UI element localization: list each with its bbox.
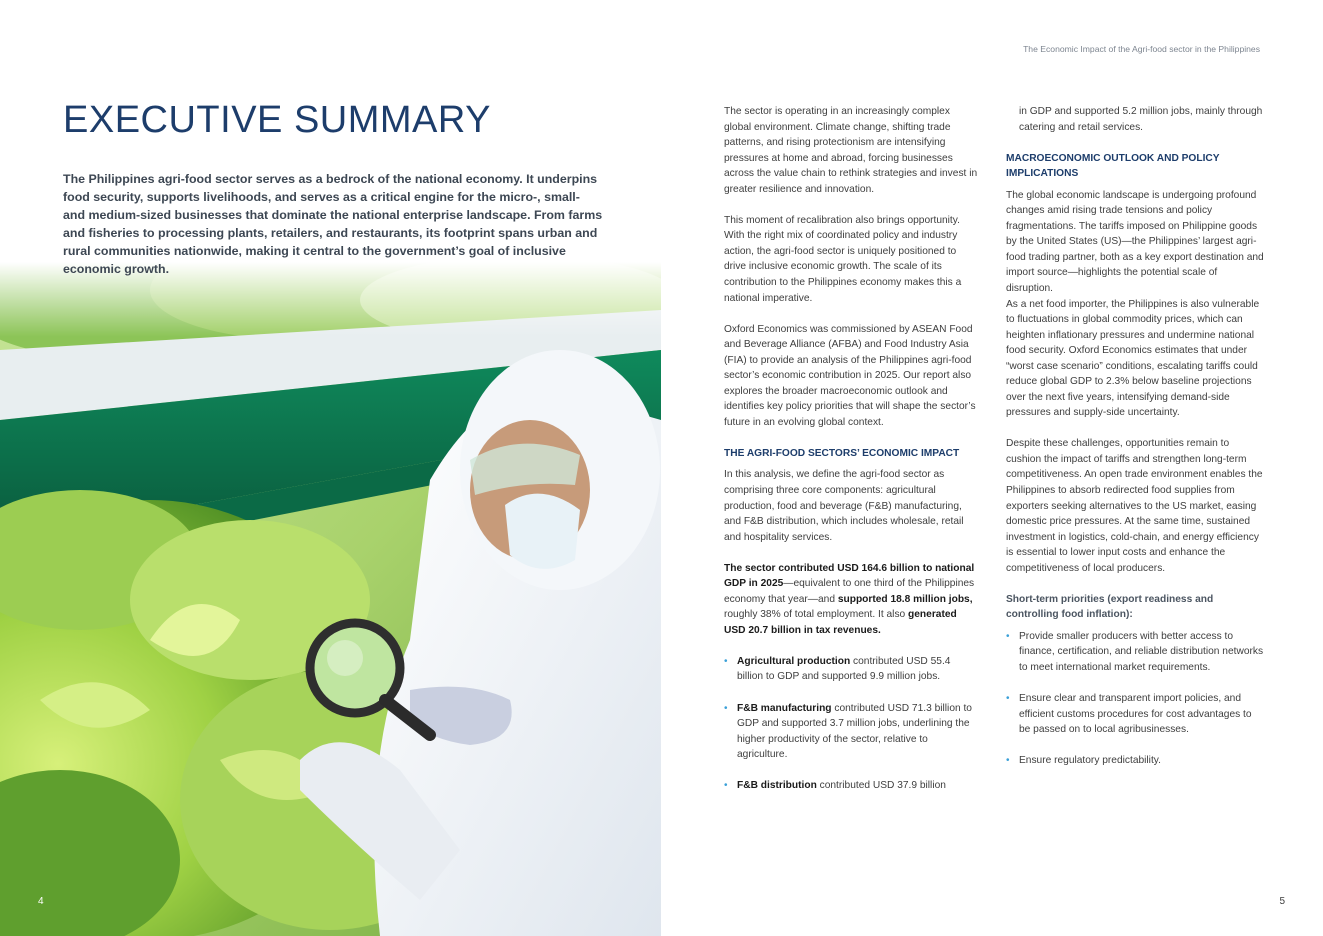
text: Ensure clear and transparent import policies, and efficient customs procedures for cost advantages to be passed on to local agribusinesses. xyxy=(1019,693,1252,736)
running-header: The Economic Impact of the Agri-food sector in the Philippines xyxy=(1023,44,1260,54)
key-findings-paragraph xyxy=(724,561,979,639)
bold-text: supported 18.8 million jobs, xyxy=(837,593,973,605)
text-column-right xyxy=(1006,104,1264,784)
paragraph: Despite these challenges, opportunities remain to cushion the impact of tariffs and strengthen long-term competitiveness. An open trade environment enables the Philippines to absorb redirected food supplies from exporters seeking alternatives to the US market, easing domestic price pressures. At the same time, sustained investment in logistics, cold-chain, and energy efficiency is essential to lower input costs and enhance the competitiveness of local producers. xyxy=(1006,438,1263,574)
text: roughly 38% of total employment. It also xyxy=(724,609,909,621)
list-item xyxy=(1006,753,1264,769)
paragraph: The sector is operating in an increasingly complex global environment. Climate change, shifting trade patterns, and rising protectionism are intensifying pressures at home and abroad, forcing businesses across the value chain to rethink strategies and invest in greater resilience and innovation. xyxy=(724,106,978,195)
section-heading-economic-impact: THE AGRI-FOOD SECTORS’ ECONOMIC IMPACT xyxy=(724,447,960,459)
text-column-left xyxy=(724,104,979,809)
paragraph: This moment of recalibration also brings opportunity. With the right mix of coordinated policy and industry action, the agri-food sector is uniquely positioned to drive inclusive economic growth. The scale of its contribution to the Philippines economy makes this a national imperative. xyxy=(724,214,962,304)
bullet-icon: • xyxy=(1006,630,1010,642)
bullet-icon: • xyxy=(1006,755,1010,767)
bullet-icon: • xyxy=(724,780,728,792)
text: contributed USD 37.9 billion xyxy=(816,780,946,792)
paragraph: In this analysis, we define the agri-food sector as comprising three core components: agricultural production, food and beverage (F&B) manufacturing, and F&B distribution, which includes wholesale, retail and hospitality services. xyxy=(724,469,964,543)
bullet-icon: • xyxy=(724,655,728,667)
priorities-bullet-list xyxy=(1006,629,1264,769)
right-page xyxy=(661,0,1323,936)
text: Ensure regulatory predictability. xyxy=(1019,755,1161,767)
paragraph: Oxford Economics was commissioned by ASEAN Food and Beverage Alliance (AFBA) and Food Industry Asia (FIA) to provide an analysis of the Philippines agri-food sector’s economic contribution in 2025. Our report also explores the broader macroeconomic outlook and identifies key policy priorities that will shape the sector’s future in an evolving global context. xyxy=(724,323,976,428)
text: Provide smaller producers with better access to finance, certification, and reliable distribution networks to meet international market requirements. xyxy=(1019,630,1264,673)
intro-paragraph: The Philippines agri-food sector serves as a bedrock of the national economy. It underpins food security, supports livelihoods, and serves as a critical engine for the micro-, small- and medium-sized businesses that dominate the national enterprise landscape. From farms and fisheries to processing plants, retailers, and restaurants, its footprint spans urban and rural communities nationwide, making it central to the government’s goal of inclusive economic growth. xyxy=(63,172,603,276)
bold-text: generated USD 20.7 billion in tax revenues. xyxy=(724,609,957,636)
page-title: EXECUTIVE SUMMARY xyxy=(63,99,491,141)
bold-text: F&B manufacturing xyxy=(737,702,832,714)
list-item xyxy=(724,778,979,794)
text: contributed USD 71.3 billion to GDP and supported 3.7 million jobs, underlining the higher productivity of the sector, relative to agriculture. xyxy=(737,702,972,761)
page-number-left: 4 xyxy=(38,896,44,907)
text: contributed USD 55.4 billion to GDP and supported 9.9 million jobs. xyxy=(737,655,951,683)
list-item xyxy=(724,701,979,763)
list-item xyxy=(1006,629,1264,676)
bold-text: The sector contributed USD 164.6 billion to national GDP in 2025 xyxy=(724,562,975,590)
list-item xyxy=(1006,691,1264,738)
component-bullet-list xyxy=(724,654,979,794)
page-number-right: 5 xyxy=(1279,896,1285,907)
paragraph: As a net food importer, the Philippines is also vulnerable to fluctuations in global commodity prices, which can heighten inflationary pressures and undermine national food security. Oxford Economics estimates that under “worst case scenario” conditions, escalating tariffs could reduce global GDP to 2.3% below baseline projections over the next five years, intensifying demand-side pressures and supply-side uncertainty. xyxy=(1006,298,1260,419)
list-item xyxy=(724,654,979,685)
left-page xyxy=(0,0,661,936)
bold-text: Agricultural production xyxy=(737,655,851,667)
paragraph: The global economic landscape is undergoing profound changes amid rising trade tensions and policy fragmentations. The tariffs imposed on Philippine goods by the United States (US)—the Philippines’ largest agri-food trading partner, both as a key export destination and import source—highlights the potential scale of disruption. xyxy=(1006,189,1264,294)
bullet-icon: • xyxy=(724,702,728,714)
subheading-short-term-priorities: Short-term priorities (export readiness and controlling food inflation): xyxy=(1006,593,1214,621)
text: —equivalent to one third of the Philippines economy that year—and xyxy=(724,578,975,605)
continued-text: in GDP and supported 5.2 million jobs, mainly through catering and retail services. xyxy=(1019,106,1263,133)
bullet-icon: • xyxy=(1006,693,1010,705)
bold-text: F&B distribution xyxy=(737,780,817,792)
section-heading-macroeconomic: MACROECONOMIC OUTLOOK AND POLICY IMPLICATIONS xyxy=(1006,152,1220,180)
